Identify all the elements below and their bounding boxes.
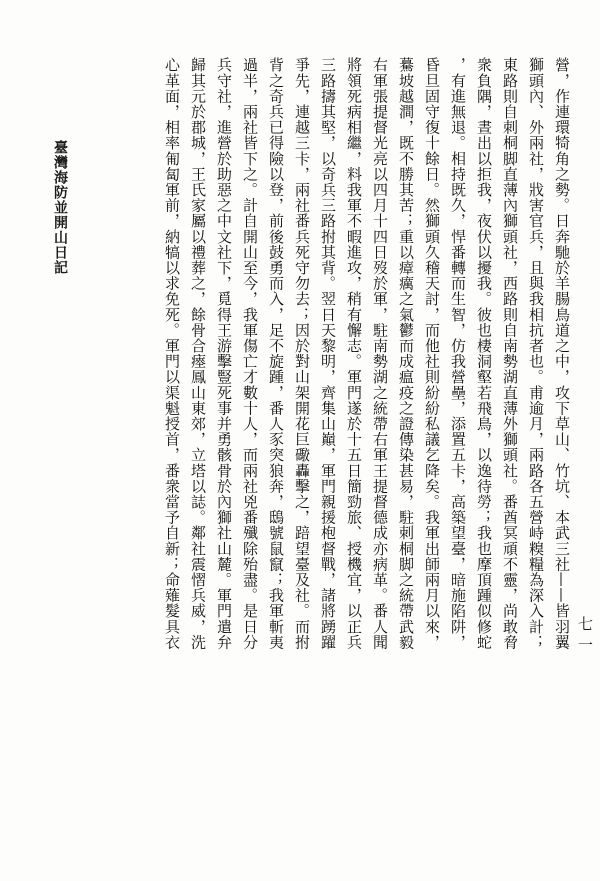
text-column: 驀坡越澗，既不勝其苦；重以瘴癘之氣鬱而成瘟疫之證傳染甚易，駐刺桐脚之統帶武毅 — [397, 57, 415, 650]
running-title: 臺灣海防並開山日記 — [52, 140, 68, 275]
text-column: 過半，兩社皆下之。計自開山至今，我軍傷亡才數十人，而兩社兇番殲除殆盡。是日分 — [241, 57, 259, 650]
text-column: 右軍張提督光亮以四月十四日歿於軍，駐南勢湖之統帶右軍王提督德成亦病革。番人聞 — [371, 57, 389, 650]
text-column: 將領死病相繼，料我軍不暇進攻，稍有懈志。軍門遂於十五日簡勁旅、授機宜，以正兵 — [345, 57, 363, 650]
text-column: 爭先，連越三卡，兩社番兵死守勿去；因於對山架開花巨礮轟擊之，踣望臺及社。而拊 — [293, 57, 311, 650]
text-column: 營，作連環犄角之勢。日奔馳於羊腸鳥道之中，攻下草山、竹坑、本武三社——皆羽翼 — [553, 57, 571, 650]
text-column: 衆負隅，晝出以拒我，夜伏以擾我。彼也棲洞壑若飛鳥，以逸待勞；我也摩頂踵似修蛇 — [475, 57, 493, 650]
text-column: 東路則自刺桐脚直薄內獅頭社，西路則自南勢湖直薄外獅頭社。番酋冥頑不靈，尚敢脅 — [501, 57, 519, 650]
text-column: 三路擣其堅，以奇兵三路拊其背。翌日天黎明，齊集山巔，軍門親援枹督戰，諸將踴躍 — [319, 57, 337, 650]
text-column: 心革面，相率匍匐軍前，納犒以求免死。軍門以渠魁授首，番衆當予自新；命薙髮具衣 — [163, 57, 181, 650]
text-column: 背之奇兵已得險以登，前後鼓勇而入，足不旋踵，番人豕突狼奔，鴟號鼠竄；我軍斬夷 — [267, 57, 285, 650]
text-column: 昏旦固守復十餘日。然獅頭久稽天討，而他社則紛紛私議乞降矣。我軍出師兩月以來， — [423, 57, 441, 650]
text-column: 歸其元於郡城，王氏家屬以禮葬之，餘骨合瘞鳳山東郊，立塔以誌。鄰社震慴兵威，洗 — [189, 57, 207, 650]
text-column: ，有進無退。相持既久，悍番轉而生智，仿我營壘，添置五卡，高築望臺，暗施陷阱， — [449, 57, 467, 650]
text-column: 獅頭內、外兩社，戕害官兵，且與我相抗者也。甫逾月，兩路各五營峙糗糧為深入計； — [527, 57, 545, 650]
text-column: 兵守社，進營於助惡之中文社下，覓得王游擊豎死事并勇骸骨於內獅社山麓。軍門遣弁 — [215, 57, 233, 650]
main-text-block — [75, 57, 575, 847]
page-number: 七一 — [576, 616, 594, 658]
